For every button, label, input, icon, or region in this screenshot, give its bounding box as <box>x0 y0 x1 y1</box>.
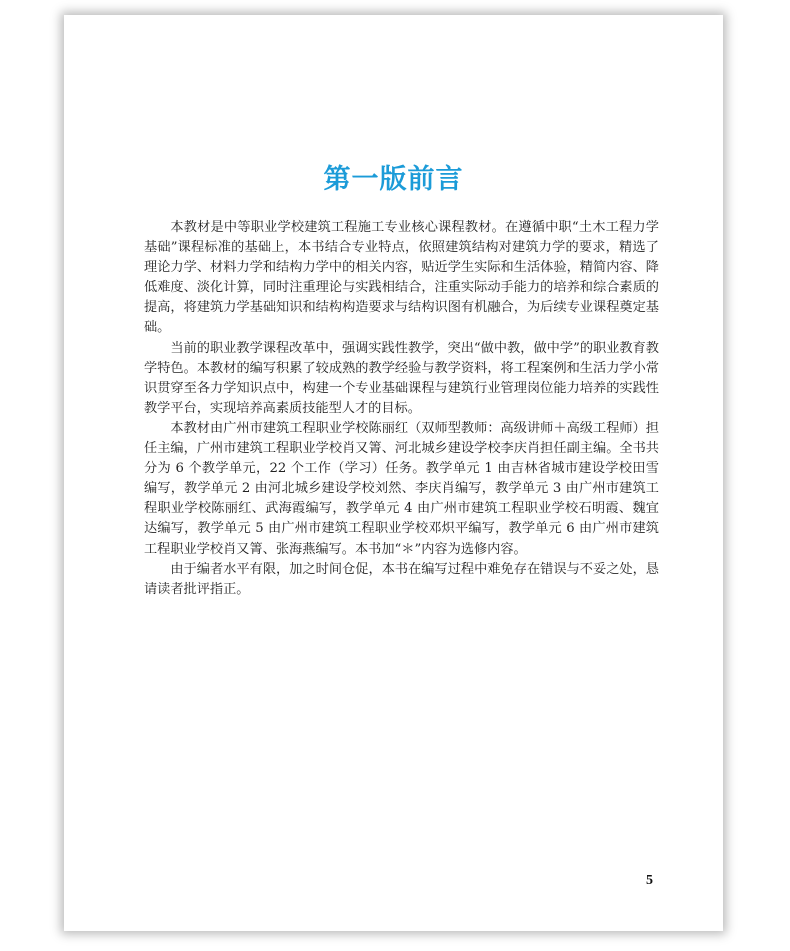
page-number: 5 <box>646 873 653 888</box>
document-page <box>64 15 723 931</box>
paragraph-teaching-reform: 当前的职业教学课程改革中，强调实践性教学，突出“做中教，做中学”的职业教育教学特色。本教材的编写积累了较成熟的教学经验与教学资料，将工程案例和生活力学小常识贯穿至各力学知识点中，构建一个专业基础课程与建筑行业管理岗位能力培养的实践性教学平台，实现培养高素质技能型人才的目标。 <box>144 340 659 416</box>
preface-body <box>144 218 659 600</box>
page-title: 第一版前言 <box>323 164 464 195</box>
paragraph-intro: 本教材是中等职业学校建筑工程施工专业核心课程教材。在遵循中职“土木工程力学基础”课程标准的基础上，本书结合专业特点，依照建筑结构对建筑力学的要求，精选了理论力学、材料力学和结构力学中的相关内容，贴近学生实际和生活体验，精简内容、降低难度、淡化计算，同时注重理论与实践相结合，注重实际动手能力的培养和综合素质的提高，将建筑力学基础知识和结构构造要求与结构识图有机融合，为后续专业课程奠定基础。 <box>144 220 659 336</box>
paragraph-closing: 由于编者水平有限，加之时间仓促，本书在编写过程中难免存在错误与不妥之处，恳请读者批评指正。 <box>144 561 659 597</box>
paragraph-authors: 本教材由广州市建筑工程职业学校陈丽红（双师型教师：高级讲师＋高级工程师）担任主编，广州市建筑工程职业学校肖又箐、河北城乡建设学校李庆肖担任副主编。全书共分为 6 个教学单元，22 个工作（学习）任务。教学单元 1 由吉林省城市建设学校田雪编写，教学单元 2 由河北城乡建设学校刘然、李庆肖编写，教学单元 3 由广州市建筑工程职业学校陈丽红、武海霞编写，教学单元 4 由广州市建筑工程职业学校石明霞、魏宜达编写，教学单元 5 由广州市建筑工程职业学校邓炽平编写，教学单元 6 由广州市建筑工程职业学校肖又箐、张海燕编写。本书加“＊”内容为选修内容。 <box>144 420 659 557</box>
